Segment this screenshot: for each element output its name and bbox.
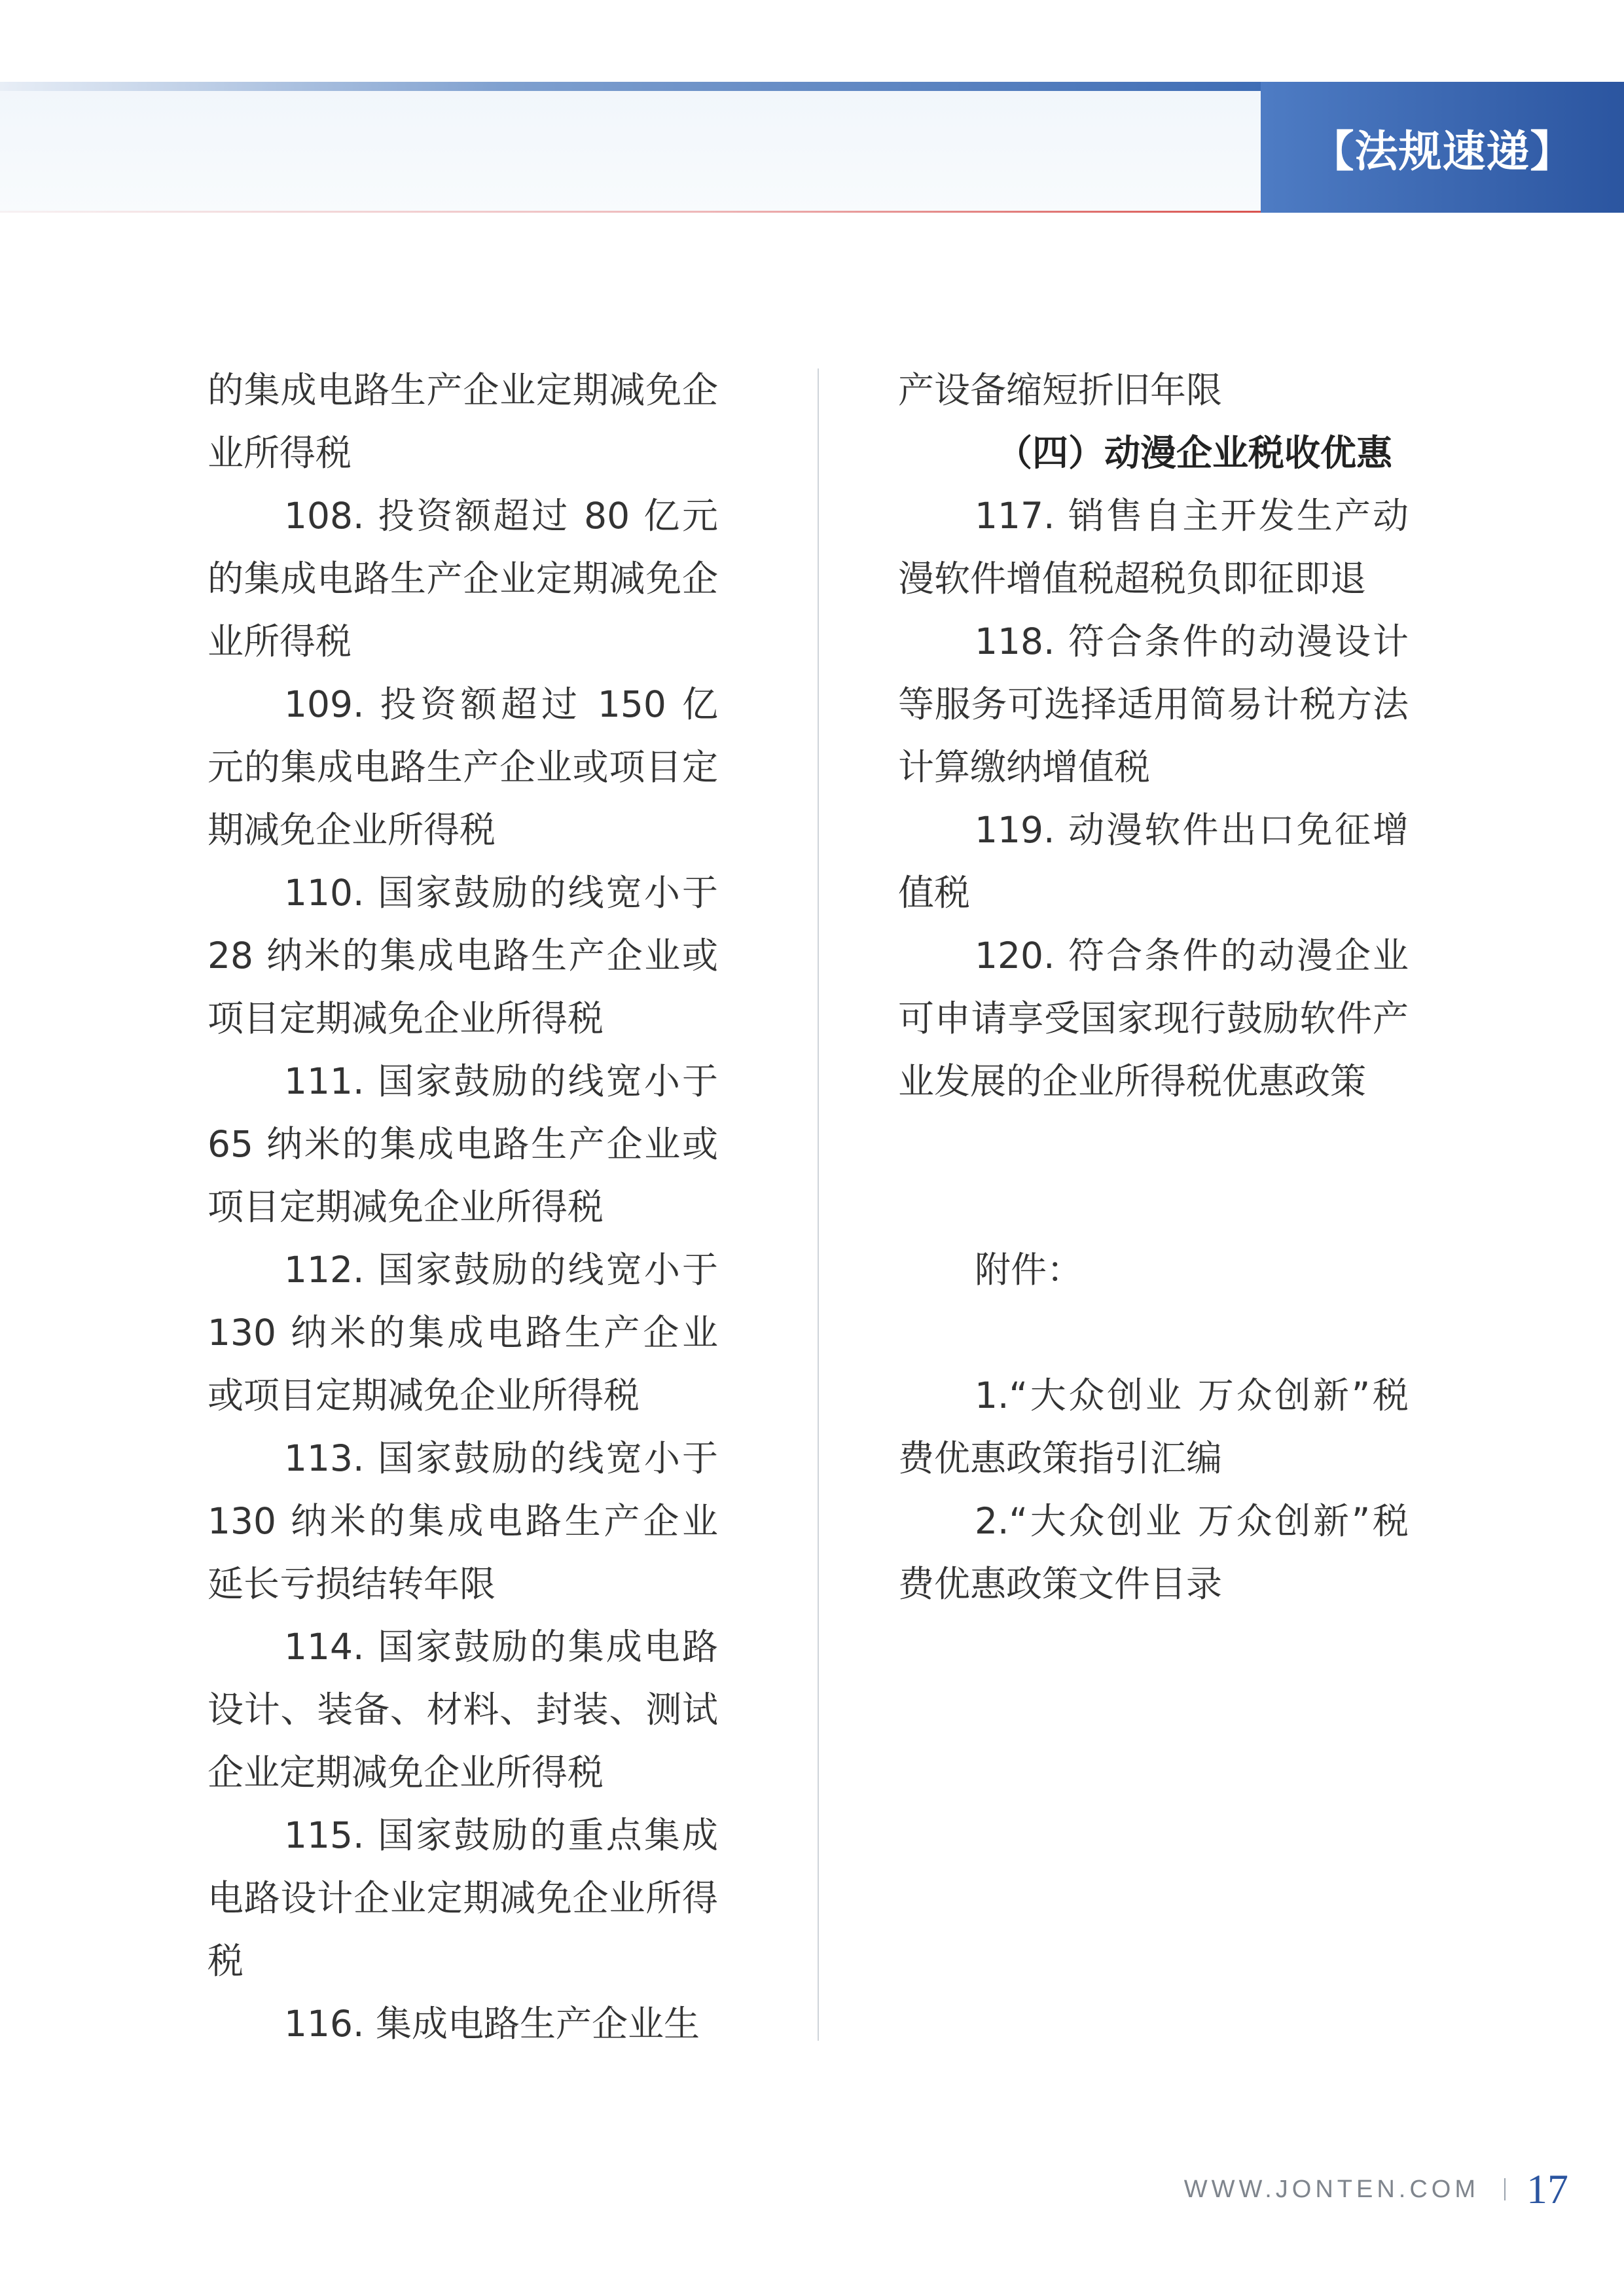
section-tag-label: 【法规速递】 bbox=[1310, 126, 1574, 177]
spacer bbox=[898, 1301, 1409, 1364]
header-rule bbox=[0, 82, 1261, 91]
attachment-item-1: 1.“大众创业 万众创新”税费优惠政策指引汇编 bbox=[898, 1374, 1409, 1479]
section-heading: （四）动漫企业税收优惠 bbox=[996, 432, 1393, 474]
section-tag bbox=[1261, 82, 1624, 213]
footer bbox=[1184, 2163, 1568, 2215]
list-item-109: 109. 投资额超过 150 亿元的集成电路生产企业或项目定期减免企业所得税 bbox=[208, 683, 718, 851]
page-number: 17 bbox=[1526, 2166, 1568, 2212]
list-item-118: 118. 符合条件的动漫设计等服务可选择适用简易计税方法计算缴纳增值税 bbox=[898, 620, 1409, 788]
list-item-114: 114. 国家鼓励的集成电路设计、装备、材料、封装、测试企业定期减免企业所得税 bbox=[208, 1626, 718, 1793]
column-divider bbox=[818, 368, 819, 2041]
list-item-120: 120. 符合条件的动漫企业可申请享受国家现行鼓励软件产业发展的企业所得税优惠政策 bbox=[898, 935, 1409, 1102]
left-column bbox=[208, 359, 718, 2055]
right-column bbox=[898, 359, 1409, 1615]
list-item-115: 115. 国家鼓励的重点集成电路设计企业定期减免企业所得税 bbox=[208, 1814, 718, 1982]
attachment-label: 附件： bbox=[975, 1249, 1083, 1291]
list-item-continuation: 产设备缩短折旧年限 bbox=[898, 369, 1223, 411]
header-accent-line bbox=[0, 211, 1261, 213]
list-item-110: 110. 国家鼓励的线宽小于 28 纳米的集成电路生产企业或项目定期减免企业所得税 bbox=[208, 872, 718, 1039]
website-url: WWW.JONTEN.COM bbox=[1183, 2175, 1479, 2203]
list-item-continuation: 的集成电路生产企业定期减免企业所得税 bbox=[208, 369, 718, 474]
list-item-108: 108. 投资额超过 80 亿元的集成电路生产企业定期减免企业所得税 bbox=[208, 495, 718, 662]
spacer bbox=[898, 1113, 1409, 1238]
footer-separator bbox=[1504, 2178, 1506, 2200]
list-item-117: 117. 销售自主开发生产动漫软件增值税超税负即征即退 bbox=[898, 495, 1409, 600]
list-item-112: 112. 国家鼓励的线宽小于 130 纳米的集成电路生产企业或项目定期减免企业所得税 bbox=[208, 1249, 718, 1416]
list-item-113: 113. 国家鼓励的线宽小于 130 纳米的集成电路生产企业延长亏损结转年限 bbox=[208, 1437, 718, 1605]
list-item-116: 116. 集成电路生产企业生 bbox=[284, 2003, 700, 2045]
attachment-item-2: 2.“大众创业 万众创新”税费优惠政策文件目录 bbox=[898, 1500, 1409, 1605]
list-item-119: 119. 动漫软件出口免征增值税 bbox=[898, 809, 1409, 914]
list-item-111: 111. 国家鼓励的线宽小于 65 纳米的集成电路生产企业或项目定期减免企业所得税 bbox=[208, 1060, 718, 1228]
